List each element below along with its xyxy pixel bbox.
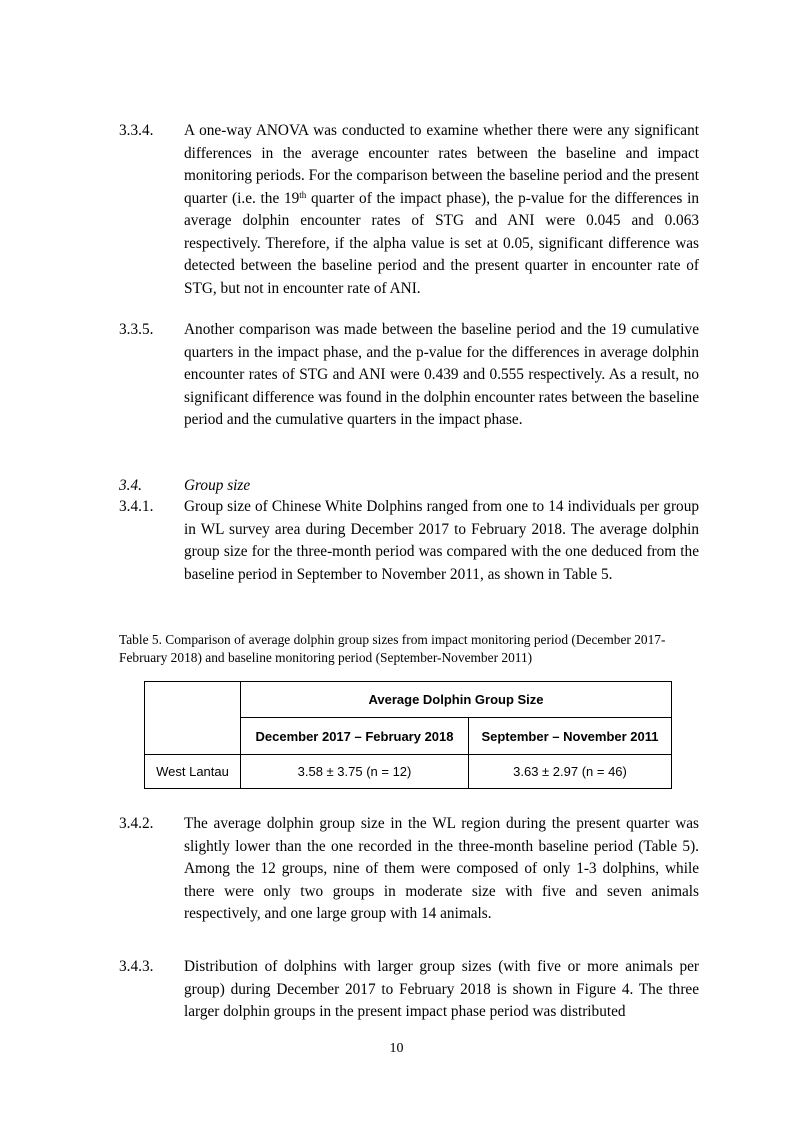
section-number: 3.4.2.	[119, 815, 154, 832]
section-number: 3.4.	[119, 477, 142, 494]
section-3-3-4	[119, 120, 699, 300]
paragraph-text: Another comparison was made between the baseline period and the 19 cumulative quarters in the impact phase, and the p-value for the differences in average dolphin encounter rates of STG and ANI were 0.439 and 0.555 respectively. As a result, no significant difference was found in the dolphin encounter rates between the baseline period and the cumulative quarters in the impact phase.	[184, 321, 699, 428]
column-header-baseline: September – November 2011	[469, 718, 672, 755]
paragraph-text: The average dolphin group size in the WL region during the present quarter was slightly lower than the one recorded in the three-month baseline period (Table 5). Among the 12 groups, nine of them were composed of only 1-3 dolphins, while there were only two groups in moderate size with five and seven animals respectively, and one large group with 14 animals.	[184, 815, 699, 922]
table-row	[145, 755, 672, 789]
paragraph-text: Distribution of dolphins with larger group sizes (with five or more animals per group) during December 2017 to February 2018 is shown in Figure 4. The three larger dolphin groups in the present impact phase period was distributed	[184, 958, 699, 1020]
page-number: 10	[389, 1041, 404, 1056]
paragraph-text: Group size of Chinese White Dolphins ranged from one to 14 individuals per group in WL survey area during December 2017 to February 2018. The average dolphin group size for the three-month period was compared with the one deduced from the baseline period in September to November 2011, as shown in Table 5.	[184, 498, 699, 583]
paragraph-text-part2: quarter of the impact phase), the p-value for the differences in average dolphin encounter rates of STG and ANI were 0.045 and 0.063 respectively. Therefore, if the alpha value is set at 0.05, significant difference was detected between the baseline period and the present quarter in encounter rate of STG, but not in encounter rate of ANI.	[184, 189, 700, 297]
impact-value: 3.58 ± 3.75 (n = 12)	[241, 755, 469, 789]
section-title: Group size	[184, 477, 251, 494]
row-label: West Lantau	[145, 755, 241, 789]
section-3-4-heading	[119, 475, 699, 498]
paragraph-text	[184, 120, 699, 300]
empty-header-cell	[145, 682, 241, 755]
section-number: 3.4.3.	[119, 958, 154, 975]
section-3-4-3	[119, 956, 699, 1024]
section-number: 3.3.5.	[119, 321, 154, 338]
baseline-value: 3.63 ± 2.97 (n = 46)	[469, 755, 672, 789]
paragraph-text-part1: A one-way ANOVA was conducted to examine whether there were any significant differences in the average encounter rates between the baseline and impact monitoring periods. For the comparison between the baseline period and the present quarter (i.e. the 19	[184, 122, 699, 207]
table-group-header: Average Dolphin Group Size	[241, 682, 672, 718]
section-3-4-1	[119, 496, 699, 586]
section-3-3-5	[119, 319, 699, 432]
section-number: 3.4.1.	[119, 498, 154, 515]
group-size-table	[144, 681, 672, 789]
column-header-impact: December 2017 – February 2018	[241, 718, 469, 755]
ordinal-superscript: th	[299, 189, 307, 200]
section-number: 3.3.4.	[119, 122, 154, 139]
table-caption: Table 5. Comparison of average dolphin group sizes from impact monitoring period (December 2017-February 2018) and baseline monitoring period (September-November 2011)	[119, 632, 666, 665]
section-3-4-2	[119, 813, 699, 926]
